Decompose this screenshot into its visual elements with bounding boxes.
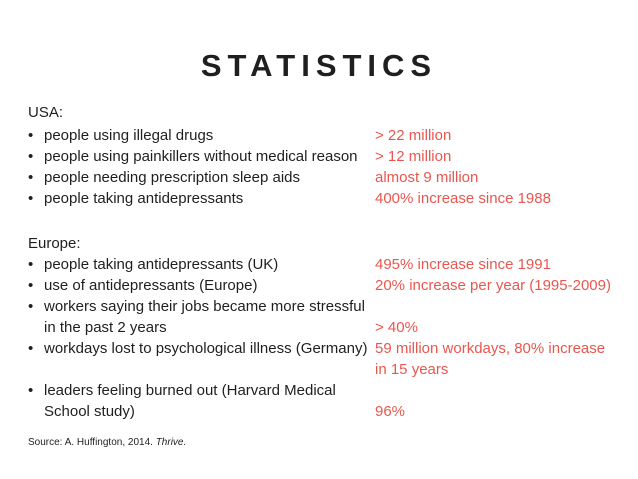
list-item	[28, 298, 628, 318]
stat-value: in 15 years	[375, 361, 449, 378]
stat-label: people using illegal drugs	[44, 127, 214, 144]
stat-value: > 40%	[375, 319, 418, 336]
stat-label: workers saying their jobs became more stressful	[44, 298, 365, 315]
usa-heading: USA:	[28, 104, 64, 121]
bullet-icon: •	[28, 340, 34, 357]
list-item	[28, 148, 628, 168]
stat-value: 20% increase per year (1995-2009)	[375, 277, 611, 294]
list-item	[28, 256, 628, 276]
stat-label: people using painkillers without medical reason	[44, 148, 358, 165]
stat-value: 96%	[375, 403, 406, 420]
slide-title: STATISTICS	[200, 48, 438, 83]
bullet-icon: •	[28, 256, 34, 273]
list-item	[28, 277, 628, 297]
bullet-icon: •	[28, 277, 34, 294]
list-item	[28, 169, 628, 189]
list-item	[28, 127, 628, 147]
stat-label: in the past 2 years	[44, 319, 167, 336]
stat-value: > 12 million	[375, 148, 452, 165]
stat-value: almost 9 million	[375, 169, 479, 186]
bullet-icon: •	[28, 190, 34, 207]
stat-label: people taking antidepressants (UK)	[44, 256, 279, 273]
bullet-icon: •	[28, 169, 34, 186]
list-item-continuation	[28, 361, 628, 381]
europe-heading: Europe:	[28, 235, 81, 252]
stat-label: use of antidepressants (Europe)	[44, 277, 258, 294]
list-item-continuation	[28, 403, 628, 423]
stat-label: School study)	[44, 403, 135, 420]
stat-label: people needing prescription sleep aids	[44, 169, 301, 186]
stat-label: people taking antidepressants	[44, 190, 244, 207]
list-item-continuation	[28, 319, 628, 339]
list-item	[28, 340, 628, 360]
source-work-title: Thrive.	[155, 437, 187, 448]
stat-value: 400% increase since 1988	[375, 190, 551, 207]
stat-label: leaders feeling burned out (Harvard Medical	[44, 382, 336, 399]
stat-label: workdays lost to psychological illness (Germany)	[44, 340, 368, 357]
bullet-icon: •	[28, 148, 34, 165]
bullet-icon: •	[28, 127, 34, 144]
list-item	[28, 382, 628, 402]
stat-value: 59 million workdays, 80% increase	[375, 340, 606, 357]
source-citation	[28, 437, 186, 448]
source-prefix: Source: A. Huffington, 2014.	[28, 437, 153, 448]
bullet-icon: •	[28, 382, 34, 399]
stat-value: > 22 million	[375, 127, 452, 144]
bullet-icon: •	[28, 298, 34, 315]
list-item	[28, 190, 628, 210]
stat-value: 495% increase since 1991	[375, 256, 551, 273]
